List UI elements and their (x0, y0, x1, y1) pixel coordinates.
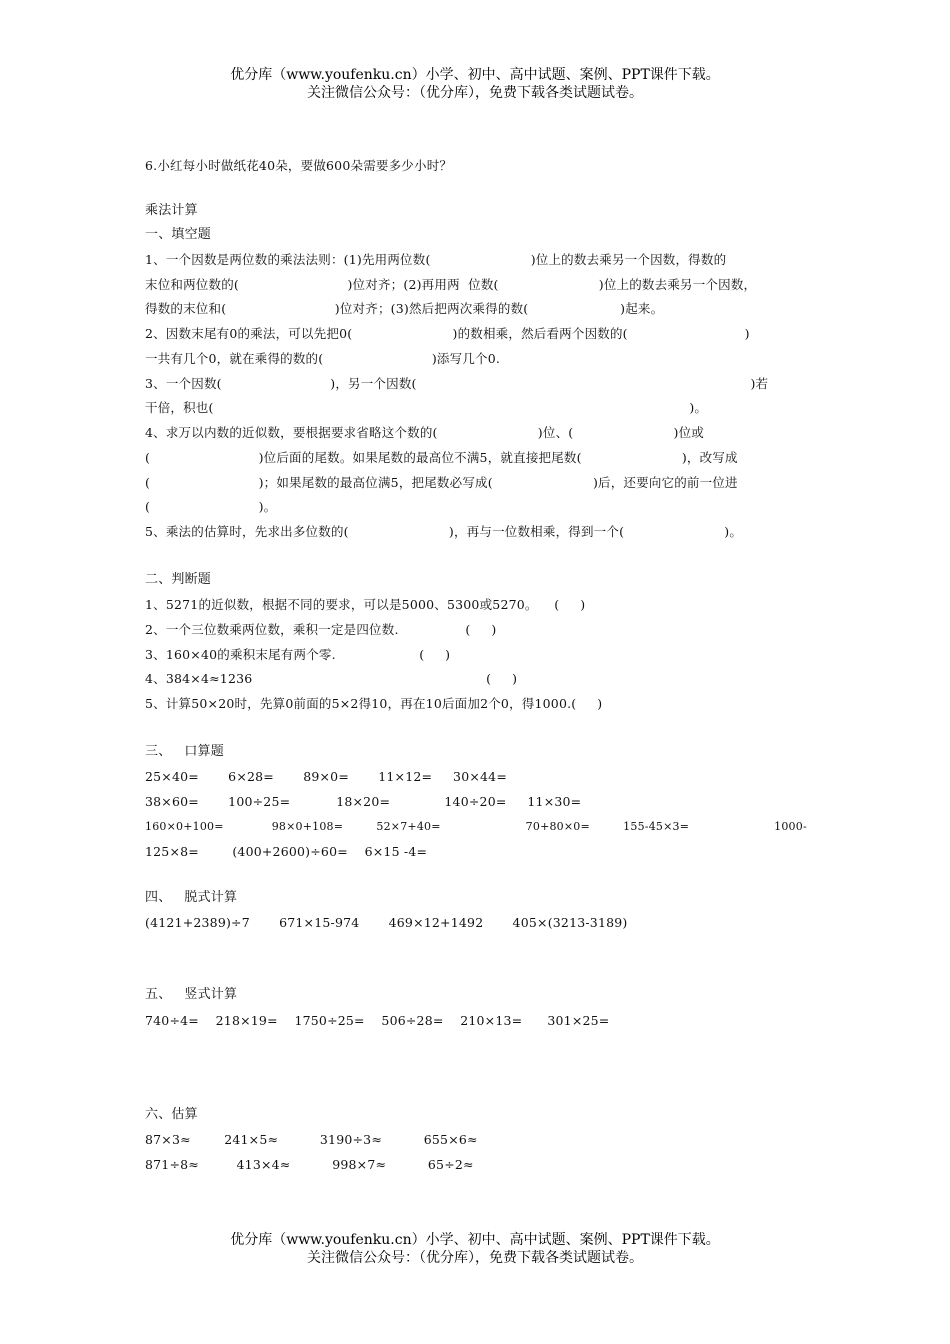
header-line-2: 关注微信公众号：（优分库），免费下载各类试题试卷。 (307, 85, 643, 101)
section-5-heading: 五、 竖式计算 (145, 987, 238, 1002)
section-3-heading: 三、 口算题 (145, 744, 224, 759)
fill-blank-line: 2、因数末尾有0的乘法，可以先把0( )的数相乘，然后看两个因数的( ) (145, 326, 750, 341)
estimate-line: 87×3≈ 241×5≈ 3190÷3≈ 655×6≈ (145, 1132, 478, 1147)
fill-blank-line: 3、一个因数( )，另一个因数( )若 (145, 376, 769, 391)
header-line-1: 优分库（www.youfenku.cn）小学、初中、高中试题、案例、PPT课件下载。 (230, 67, 720, 83)
question-6: 6.小红每小时做纸花40朵，要做600朵需要多少小时？ (145, 158, 453, 173)
oral-calc-line: 125×8= (400+2600)÷60= 6×15 -4= (145, 844, 428, 859)
fill-blank-line: 干倍，积也( )。 (145, 400, 708, 415)
vertical-calc-line: 740÷4= 218×19= 1750÷25= 506÷28= 210×13= 301×25= (145, 1013, 610, 1028)
fill-blank-line: 一共有几个0，就在乘得的数的( )添写几个0. (145, 351, 501, 366)
oral-calc-line: 25×40= 6×28= 89×0= 11×12= 30×44= (145, 769, 507, 784)
judge-line: 4、384×4≈1236 ( ) (145, 671, 518, 686)
judge-line: 1、5271的近似数，根据不同的要求，可以是5000、5300或5270。 ( ) (145, 597, 586, 612)
estimate-line: 871÷8≈ 413×4≈ 998×7≈ 65÷2≈ (145, 1157, 474, 1172)
fill-blank-line: ( )；如果尾数的最高位满5，把尾数必写成( )后，还要向它的前一位进 (145, 475, 738, 490)
fill-blank-line: 5、乘法的估算时，先求出多位数的( )，再与一位数相乘，得到一个( )。 (145, 524, 743, 539)
section-2-heading: 二、判断题 (145, 572, 212, 587)
step-calc-line: (4121+2389)÷7 671×15-974 469×12+1492 405×(3213-3189) (145, 915, 628, 930)
footer-line-2: 关注微信公众号：（优分库），免费下载各类试题试卷。 (307, 1250, 643, 1266)
fill-blank-line: ( )。 (145, 499, 277, 514)
oral-calc-line: 38×60= 100÷25= 18×20= 140÷20= 11×30= (145, 794, 582, 809)
judge-line: 3、160×40的乘积末尾有两个零. ( ) (145, 647, 451, 662)
document-title: 乘法计算 (145, 203, 198, 218)
section-4-heading: 四、 脱式计算 (145, 890, 238, 905)
oral-calc-line: 160×0+100= 98×0+108= 52×7+40= 70+80×0= 155-45×3= 1000- (145, 820, 807, 833)
section-6-heading: 六、估算 (145, 1107, 198, 1122)
fill-blank-line: 4、求万以内数的近似数，要根据要求省略这个数的( )位、( )位或 (145, 425, 704, 440)
fill-blank-line: 1、一个因数是两位数的乘法法则：(1)先用两位数( )位上的数去乘另一个因数，得数的 (145, 252, 727, 267)
footer-line-1: 优分库（www.youfenku.cn）小学、初中、高中试题、案例、PPT课件下载。 (230, 1232, 720, 1248)
judge-line: 5、计算50×20时，先算0前面的5×2得10，再在10后面加2个0，得1000.( ) (145, 696, 603, 711)
fill-blank-line: 末位和两位数的( )位对齐；(2)再用两 位数( )位上的数去乘另一个因数， (145, 277, 757, 292)
fill-blank-line: ( )位后面的尾数。如果尾数的最高位不满5，就直接把尾数( )，改写成 (145, 450, 738, 465)
judge-line: 2、一个三位数乘两位数，乘积一定是四位数. ( ) (145, 622, 497, 637)
fill-blank-line: 得数的末位和( )位对齐；(3)然后把两次乘得的数( )起来。 (145, 301, 664, 316)
section-1-heading: 一、填空题 (145, 227, 212, 242)
